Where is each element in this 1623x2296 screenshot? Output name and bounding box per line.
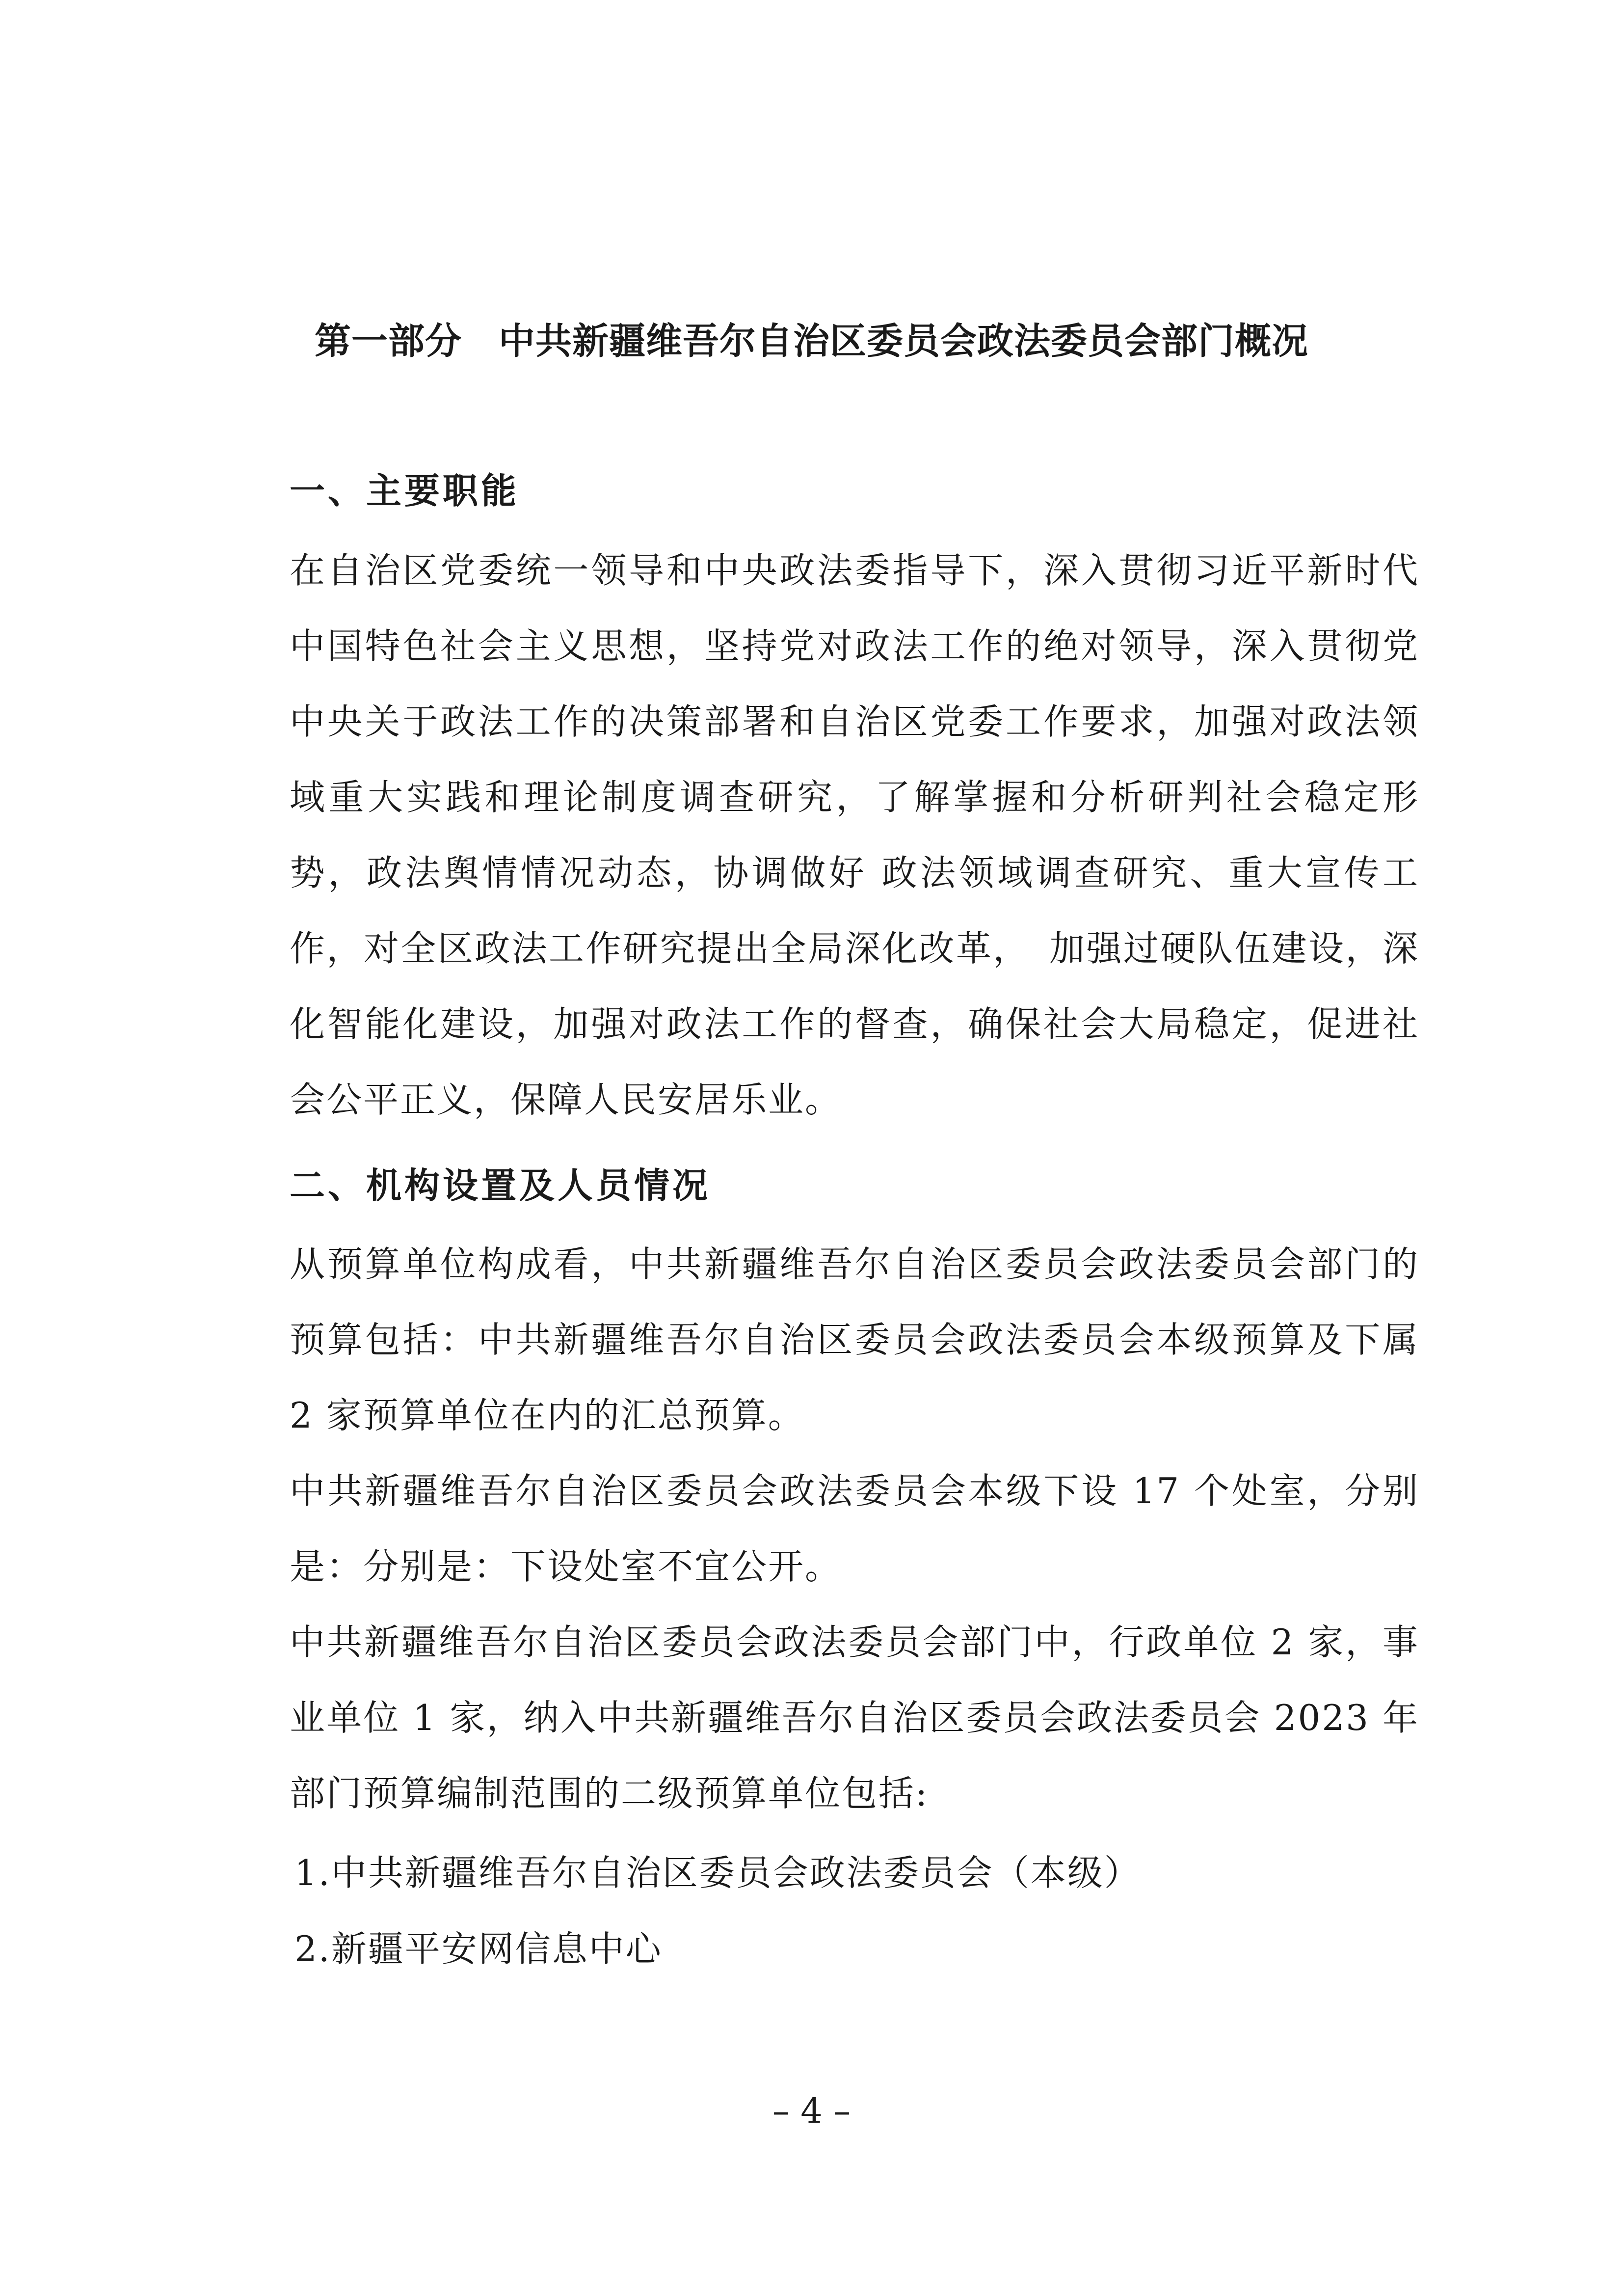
- paragraph-text: 中共新疆维吾尔自治区委员会政法委员会部门中，行政单位 2 家，事业单位 1 家，纳入中共新疆维吾尔自治区委员会政法委员会 2023 年部门预算编制范围的二级预算单位包括:: [290, 1621, 1419, 1814]
- list-item: 1.中共新疆维吾尔自治区委员会政法委员会（本级）: [294, 1852, 1141, 1893]
- paragraph-text: 在自治区党委统一领导和中央政法委指导下，深入贯彻习近平新时代中国特色社会主义思想，坚持党对政法工作的绝对领导，深入贯彻党中央关于政法工作的决策部署和自治区党委工作要求，加强对政法领域重大实践和理论制度调查研究，了解掌握和分析研判社会稳定形势，政法舆情情况动态，协调做好 政法领域调查研究、重大宣传工作，对全区政法工作研究提出全局深化改革， 加强过硬队伍建设，深化智能化建设，加强对政法工作的督查，确保社会大局稳定，促进社会公平正义，保障人民安居乐业。: [290, 550, 1419, 1120]
- page-number: – 4 –: [772, 2091, 851, 2131]
- paragraph-text: 从预算单位构成看，中共新疆维吾尔自治区委员会政法委员会部门的预算包括：中共新疆维吾尔自治区委员会政法委员会本级预算及下属 2 家预算单位在内的汇总预算。: [290, 1243, 1419, 1436]
- paragraph-departments: [212, 1453, 1419, 1604]
- section-heading-organization: 二、机构设置及人员情况: [290, 1165, 711, 1206]
- page-title: 第一部分 中共新疆维吾尔自治区委员会政法委员会部门概况: [315, 320, 1308, 362]
- paragraph-text: 中共新疆维吾尔自治区委员会政法委员会本级下设 17 个处室，分别是：分别是：下设处室不宜公开。: [290, 1470, 1419, 1587]
- list-item: 2.新疆平安网信息中心: [294, 1928, 663, 1970]
- paragraph-main-functions: [212, 533, 1419, 1137]
- paragraph-units: [212, 1604, 1419, 1831]
- paragraph-budget-composition: [212, 1226, 1419, 1453]
- section-heading-main-functions: 一、主要职能: [290, 470, 520, 512]
